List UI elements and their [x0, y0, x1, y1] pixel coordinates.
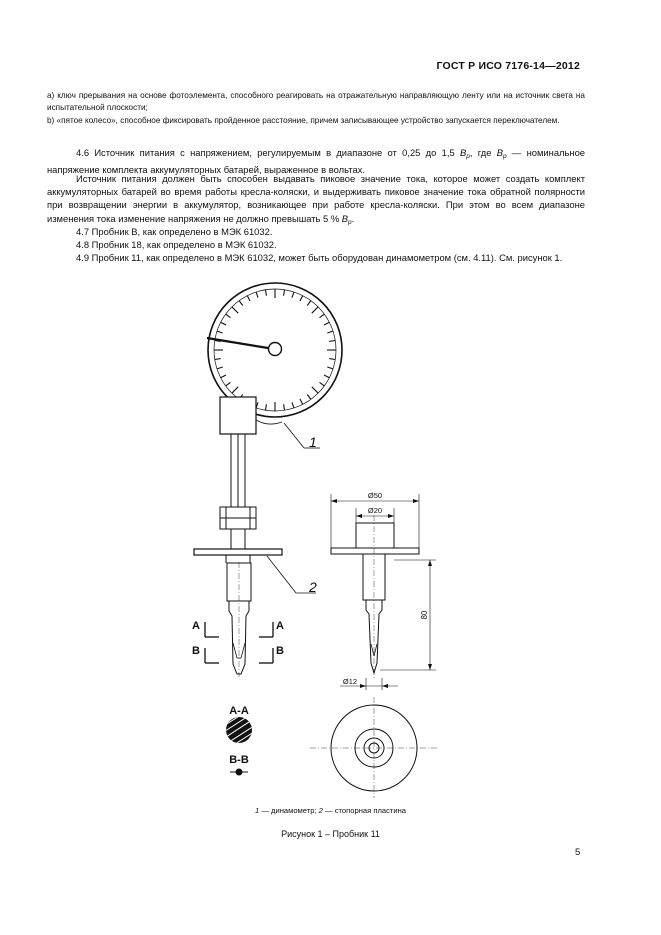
paragraph-item-b: b) «пятое колесо», способное фиксировать пройденное расстояние, причем записывающее устройство запускается переключателем. [47, 116, 560, 125]
paragraph-4-7: 4.7 Пробник B, как определено в МЭК 61032. [76, 226, 273, 237]
dial-tick [284, 404, 285, 410]
p46-text-1: 4.6 Источник питания с напряжением, регулируемым в диапазоне от 0,25 до 1,5 [76, 147, 460, 158]
dial-tick [329, 341, 335, 342]
dial-tick [300, 399, 303, 404]
dial-tick [312, 387, 318, 393]
stop-plate [194, 549, 282, 555]
section-label-a-right: A [276, 620, 284, 632]
legend-number-2: 2 [318, 806, 323, 815]
section-label-b-left: B [192, 645, 200, 657]
paragraph-power-source [47, 172, 585, 229]
dial-tick [300, 296, 303, 301]
dial-tick [256, 292, 258, 298]
paragraph-4-8: 4.8 Пробник 18, как определено в МЭК 61032. [76, 239, 277, 250]
section-label-a-left: A [192, 620, 200, 632]
dial-tick [292, 292, 294, 298]
dial-tick [320, 314, 325, 318]
section-label-b-right: B [276, 645, 284, 657]
page-number: 5 [575, 847, 581, 858]
symbol-b: B [459, 147, 467, 158]
dial-tick [329, 359, 335, 360]
p46-text-2: , где [469, 147, 497, 158]
symbol-p-subscript: p [466, 153, 470, 160]
dial-tick [324, 322, 329, 325]
dial-tick [217, 331, 223, 333]
dial-tick [266, 404, 267, 410]
dial-tick [232, 387, 238, 393]
dial-tick [226, 382, 231, 386]
p46-text-3: — номинальное напряжение комплекта аккумуляторных батарей, выраженное в вольтах. [47, 147, 586, 176]
probe-plan-view [310, 697, 438, 798]
dial-tick [307, 395, 311, 400]
probe-dimensioned-view [331, 494, 436, 690]
dial-tick [217, 367, 223, 369]
symbol-p-subscript: p [503, 153, 507, 160]
legend-text-1: — динамометр; [259, 806, 319, 815]
dial-tick [327, 367, 333, 369]
dial-tick [266, 290, 267, 296]
dimension-80: 80 [420, 610, 429, 620]
figure-probe-11 [0, 278, 661, 798]
dial-tick [221, 375, 226, 378]
source-text-1: Источник питания должен быть способен выдавать пиковое значение тока, которое может создать комплект аккумуляторных батарей во время работы кресла-коляски, и выдерживать пиковое значение тока обратной полярности при возвращении энергии в аккумулятор, возникающее при работе кресла-коляски. При этом во всем диапазоне изменения тока изменение напряжения не должно превышать 5 % [47, 173, 585, 224]
source-text-2: . [351, 212, 355, 224]
section-title-bb: B-B [229, 754, 249, 766]
section-title-aa: A-A [229, 705, 249, 717]
dial-tick [215, 359, 221, 360]
symbol-p-subscript: p [348, 218, 352, 226]
dial-tick [327, 331, 333, 333]
callout-1: 1 [309, 434, 317, 450]
symbol-b: B [496, 147, 503, 158]
legend-text-2: — стопорная пластина [322, 806, 407, 815]
dial-hub [269, 343, 282, 356]
dial-tick [324, 375, 329, 378]
dial-tick [221, 322, 226, 325]
dial-tick [232, 307, 238, 313]
dial-needle [207, 338, 268, 348]
dial-tick [239, 301, 243, 306]
section-bb-mark [230, 769, 248, 776]
dial-tick [247, 296, 250, 301]
symbol-b: B [341, 212, 349, 224]
dial-tick [320, 382, 325, 386]
dimension-d50: Ø50 [367, 491, 383, 500]
section-aa-hatched [222, 713, 258, 749]
dial-tick [292, 402, 294, 408]
legend-number-1: 1 [254, 806, 260, 815]
dimension-d20: Ø20 [367, 506, 383, 515]
figure-caption: Рисунок 1 – Пробник 11 [281, 829, 380, 839]
paragraph-4-9: 4.9 Пробник 11, как определено в МЭК 61032, может быть оборудован динамометром (см. 4.11). См. рисунок 1. [76, 252, 563, 263]
page-header-standard: ГОСТ Р ИСО 7176-14—2012 [436, 60, 580, 72]
dial-tick [307, 301, 311, 306]
dial-tick [312, 307, 318, 313]
dimension-d12: Ø12 [342, 677, 358, 686]
figure-legend [0, 806, 661, 815]
callout-2: 2 [309, 579, 317, 595]
paragraph-item-a: а) ключ прерывания на основе фотоэлемента, способного реагировать на отражательную направляющую ленту или на источник света на испытательной плоскости; [47, 91, 585, 113]
dial-tick [284, 290, 285, 296]
dial-tick [226, 314, 231, 318]
